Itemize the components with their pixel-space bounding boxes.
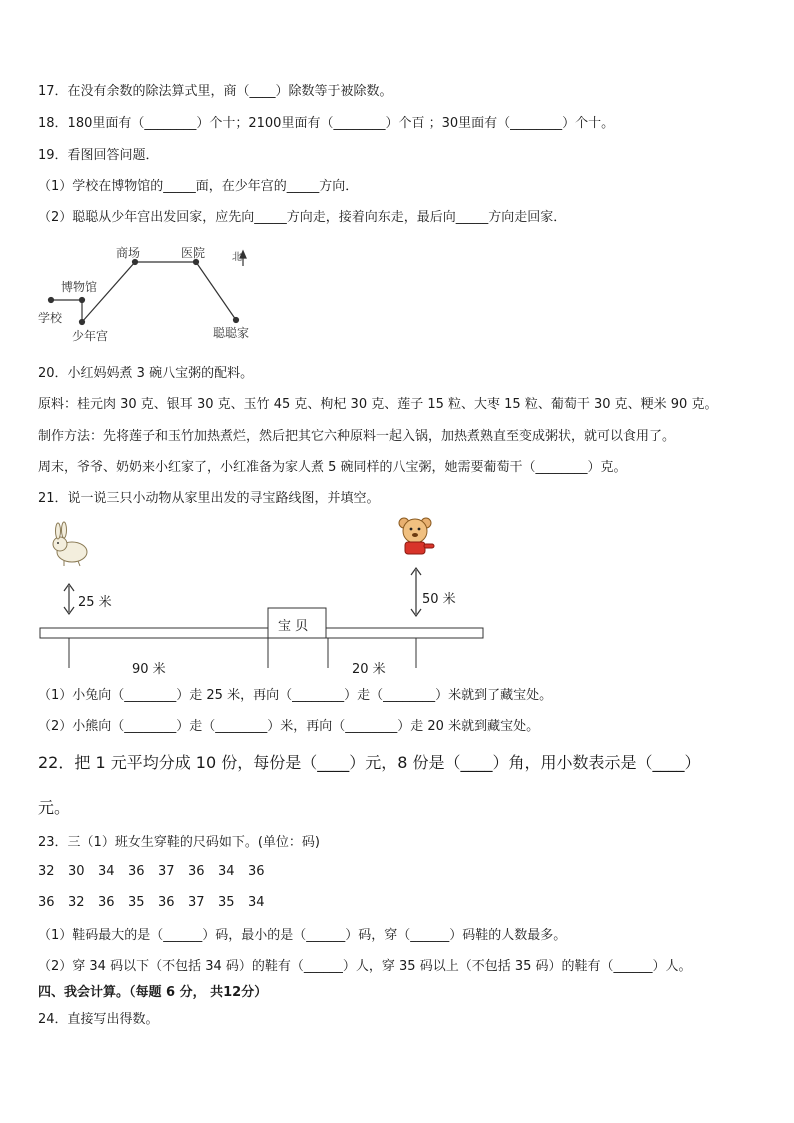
shoe-size: 30 (68, 864, 85, 879)
shoe-size: 36 (158, 895, 175, 910)
shoe-size-row-2 (38, 895, 278, 910)
shoe-size: 32 (38, 864, 55, 879)
right-segment-label: 20 米 (352, 662, 386, 677)
shoe-size: 36 (128, 864, 145, 879)
shoe-size: 35 (218, 895, 235, 910)
shoe-size-row-1 (38, 864, 278, 879)
map-label-school: 学校 (38, 311, 63, 325)
bear-icon (399, 518, 434, 554)
section-4-heading: 四、我会计算。（每题 6 分， 共12分） (38, 985, 268, 1000)
question-23-part-2: （2）穿 34 码以下（不包括 34 码）的鞋有（______）人，穿 35 码以上（不包括 35 码）的鞋有（______）人。 (38, 959, 692, 974)
question-21: 21．说一说三只小动物从家里出发的寻宝路线图，并填空。 (38, 491, 380, 506)
map-label-hospital: 医院 (181, 246, 206, 260)
question-21-part-1: （1）小兔向（________）走 25 米，再向（________）走（________）米就到了藏宝处。 (38, 688, 553, 703)
shoe-size: 32 (68, 895, 85, 910)
question-19-part-2: （2）聪聪从少年宫出发回家，应先向_____方向走，接着向东走，最后向_____方向走回家． (38, 210, 567, 225)
treasure-figure (36, 512, 496, 682)
map-label-youth-palace: 少年宫 (72, 329, 109, 343)
question-18: 18．180里面有（________）个十；2100里面有（________）个百 ；30里面有（________）个十。 (38, 116, 615, 131)
question-20-question: 周末，爷爷、奶奶来小红家了，小红准备为家人煮 5 碗同样的八宝粥，她需要葡萄干（________）克。 (38, 460, 627, 475)
question-21-part-2: （2）小熊向（________）走（________）米，再向（________）走 20 米就到藏宝处。 (38, 719, 540, 734)
shoe-size: 36 (98, 895, 115, 910)
question-22-continued: 元。 (38, 798, 71, 817)
map-figure (36, 240, 276, 350)
treasure-label: 宝 贝 (278, 619, 309, 634)
question-19-part-1: （1）学校在博物馆的_____面，在少年宫的_____方向． (38, 179, 359, 194)
question-20-method: 制作方法：先将莲子和玉竹加热煮烂，然后把其它六种原料一起入锅，加热煮熟直至变成粥状，就可以食用了。 (38, 429, 676, 444)
shoe-size: 34 (218, 864, 235, 879)
shoe-size: 37 (188, 895, 205, 910)
map-label-home: 聪聪家 (213, 326, 250, 340)
bear-distance-label: 50 米 (422, 592, 456, 607)
question-20: 20．小红妈妈煮 3 碗八宝粥的配料。 (38, 366, 254, 381)
shoe-size: 36 (188, 864, 205, 879)
question-20-ingredients: 原料：桂元肉 30 克、银耳 30 克、玉竹 45 克、枸杞 30 克、莲子 15 粒、大枣 15 粒、葡萄干 30 克、粳米 90 克。 (38, 397, 718, 412)
question-23: 23．三（1）班女生穿鞋的尺码如下。(单位：码) (38, 835, 320, 850)
shoe-size: 34 (248, 895, 265, 910)
shoe-size: 36 (248, 864, 265, 879)
question-23-part-1: （1）鞋码最大的是（______）码，最小的是（______）码，穿（______）码鞋的人数最多。 (38, 928, 567, 943)
shoe-size: 36 (38, 895, 55, 910)
question-19: 19．看图回答问题． (38, 148, 159, 163)
shoe-size: 35 (128, 895, 145, 910)
map-label-north: 北 (232, 252, 242, 263)
question-22: 22．把 1 元平均分成 10 份，每份是（____）元，8 份是（____）角，用小数表示是（____） (38, 753, 701, 772)
question-17: 17．在没有余数的除法算式里，商（____）除数等于被除数。 (38, 84, 393, 99)
shoe-size: 37 (158, 864, 175, 879)
left-segment-label: 90 米 (132, 662, 166, 677)
rabbit-distance-label: 25 米 (78, 595, 112, 610)
rabbit-icon (53, 522, 87, 566)
map-label-market: 商场 (116, 246, 141, 260)
shoe-size: 34 (98, 864, 115, 879)
question-24: 24．直接写出得数。 (38, 1012, 159, 1027)
map-label-museum: 博物馆 (61, 280, 98, 294)
